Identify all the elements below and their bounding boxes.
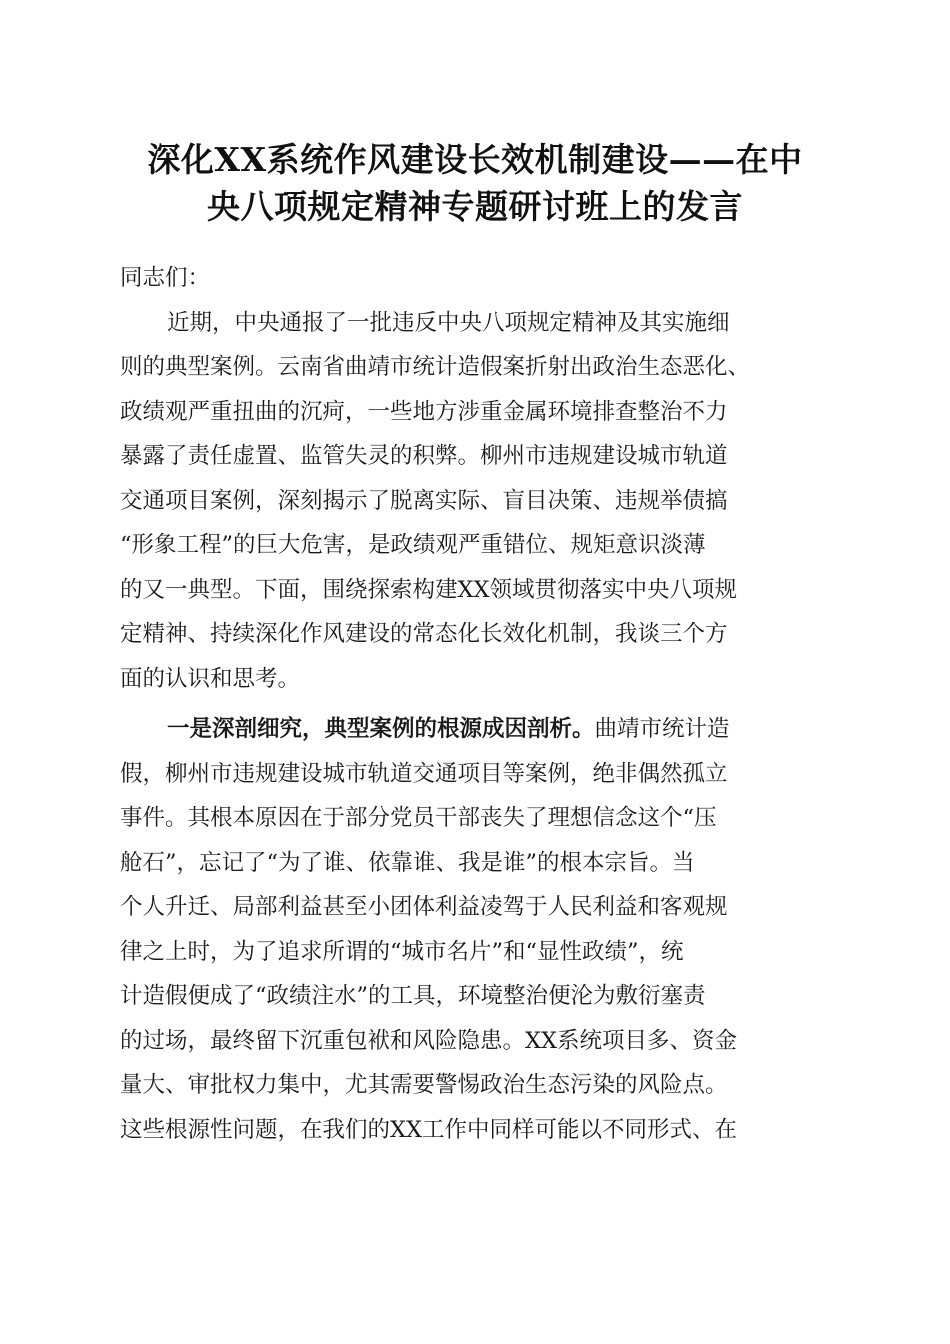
paragraph-line: 假，柳州市违规建设城市轨道交通项目等案例，绝非偶然孤立	[120, 760, 728, 787]
paragraph-line: 则的典型案例。云南省曲靖市统计造假案折射出政治生态恶化、	[120, 354, 751, 380]
paragraph-line: 交通项目案例，深刻揭示了脱离实际、盲目决策、违规举债搞	[120, 487, 728, 514]
title-line-1: 深化XX系统作风建设长效机制建设——在中	[147, 140, 803, 179]
paragraph-2	[120, 707, 840, 1152]
paragraph-line: 的又一典型。下面，围绕探索构建XX领域贯彻落实中央八项规	[120, 576, 738, 603]
paragraph-line: 暴露了责任虚置、监管失灵的积弊。柳州市违规建设城市轨道	[120, 443, 728, 469]
paragraph-line: 的过场，最终留下沉重包袱和风险隐患。XX系统项目多、资金	[120, 1027, 738, 1054]
salutation: 同志们：	[120, 265, 211, 291]
paragraph-line: 量大、审批权力集中，尤其需要警惕政治生态污染的风险点。	[120, 1072, 728, 1098]
paragraph-line: 舱石”，忘记了“为了谁、依靠谁、我是谁”的根本宗旨。当	[120, 849, 695, 876]
paragraph-line: 定精神、持续深化作风建设的常态化长效化机制，我谈三个方	[120, 621, 728, 647]
paragraph-line: 这些根源性问题，在我们的XX工作中同样可能以不同形式、在	[120, 1116, 738, 1143]
document-body	[120, 256, 840, 1152]
paragraph-line: “形象工程”的巨大危害，是政绩观严重错位、规矩意识淡薄	[120, 532, 706, 558]
document-title	[100, 136, 850, 230]
heading-line-rest: 曲靖市统计造	[594, 716, 730, 742]
paragraph-1	[120, 301, 840, 702]
paragraph-line	[120, 707, 840, 752]
paragraph-line: 事件。其根本原因在于部分党员干部丧失了理想信念这个“压	[120, 805, 717, 831]
paragraph-line: 近期，中央通报了一批违反中央八项规定精神及其实施细	[167, 309, 730, 336]
paragraph-line: 个人升迁、局部利益甚至小团体利益凌驾于人民利益和客观规	[120, 894, 728, 920]
paragraph-line: 计造假便成了“政绩注水”的工具，环境整治便沦为敷衍塞责	[120, 983, 706, 1009]
paragraph-line: 律之上时，为了追求所谓的“城市名片”和“显性政绩”，统	[120, 938, 684, 965]
paragraph-line: 政绩观严重扭曲的沉疴，一些地方涉重金属环境排查整治不力	[120, 398, 728, 425]
title-line-2: 央八项规定精神专题研讨班上的发言	[207, 187, 743, 226]
section-heading: 一是深剖细究，典型案例的根源成因剖析。	[167, 716, 595, 742]
paragraph-line: 面的认识和思考。	[120, 665, 301, 692]
